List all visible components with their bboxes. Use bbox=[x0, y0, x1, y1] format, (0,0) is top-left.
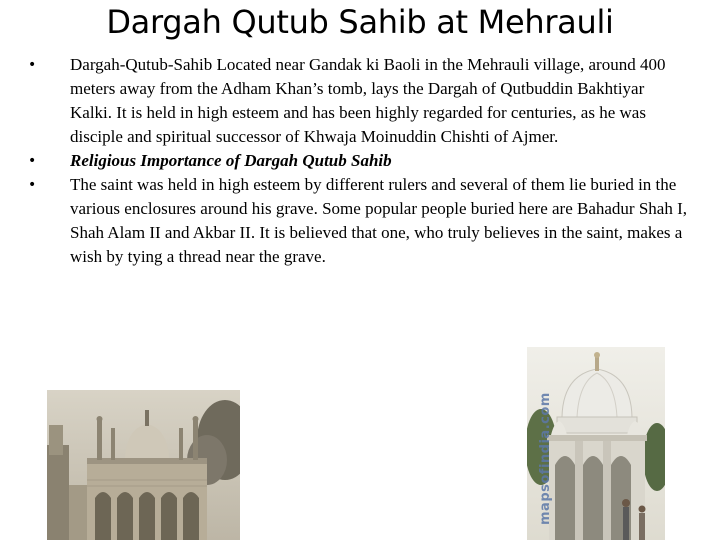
bullet-item bbox=[28, 53, 688, 149]
bullet-marker: • bbox=[28, 57, 37, 73]
bullet-text: Dargah-Qutub-Sahib Located near Gandak ki Baoli in the Mehrauli village, around 400 meters away from the Adham Khan’s tomb, lays the Dargah of Qutbuddin Bakhtiyar Kalki. It is held in high esteem and has been highly regarded for centuries, as he was disciple and spiritual successor of Khwaja Moinuddin Chishti of Ajmer. bbox=[70, 55, 666, 146]
bullet-list bbox=[28, 53, 688, 269]
bullet-text: The saint was held in high esteem by different rulers and several of them lie buried in the various enclosures around his grave. Some popular people buried here are Bahadur Shah I, Shah Alam II and Akbar II. It is believed that one, who truly believes in the saint, makes a wish by tying a thread near the grave. bbox=[70, 175, 687, 266]
bullet-marker: • bbox=[28, 177, 37, 193]
bullet-marker: • bbox=[28, 153, 37, 169]
watermark-text: mapsofindia.com bbox=[538, 392, 553, 525]
historic-dargah-photo-icon bbox=[47, 390, 240, 540]
bullet-heading: Religious Importance of Dargah Qutub Sahib bbox=[70, 151, 392, 170]
bullet-item bbox=[28, 149, 688, 173]
slide-title: Dargah Qutub Sahib at Mehrauli bbox=[106, 3, 614, 41]
bullet-item bbox=[28, 173, 688, 269]
